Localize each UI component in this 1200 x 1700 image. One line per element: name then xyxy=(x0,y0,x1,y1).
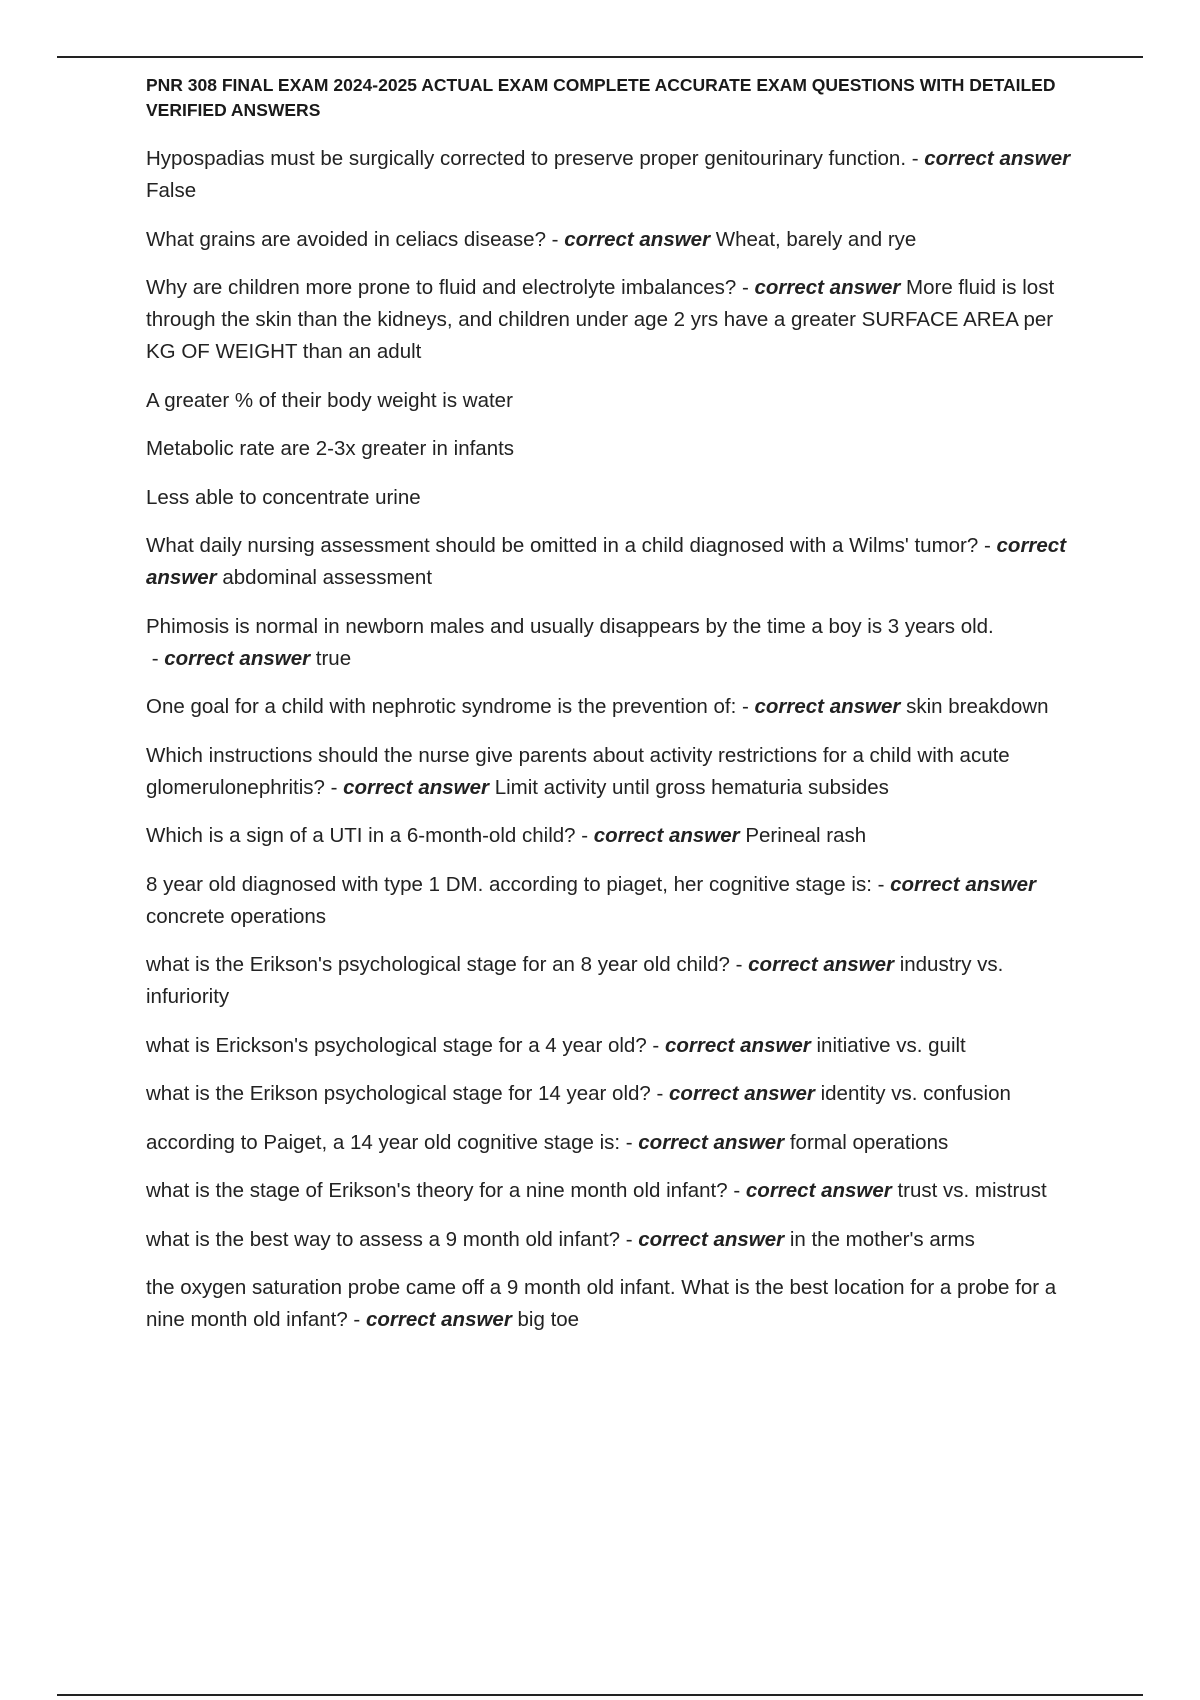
question-text: according to Paiget, a 14 year old cognitive stage is: xyxy=(146,1130,621,1154)
answer-text: Wheat, barely and rye xyxy=(715,227,917,251)
answer-label: correct answer xyxy=(638,1130,785,1154)
answer-text: big toe xyxy=(517,1308,580,1331)
qa-entry xyxy=(146,1272,1078,1336)
qa-entry xyxy=(146,1127,1078,1159)
note-line: Less able to concentrate urine xyxy=(146,485,421,509)
question-text: What daily nursing assessment should be omitted in a child diagnosed with a Wilms' tumor? xyxy=(146,534,979,557)
answer-label: correct answer xyxy=(146,534,1067,589)
question-text: what is the stage of Erikson's theory for a nine month old infant? xyxy=(146,1179,728,1202)
answer-label: correct answer xyxy=(669,1082,815,1105)
answer-text: in the mother's arms xyxy=(789,1227,975,1251)
separator: - xyxy=(978,534,997,557)
document-title: PNR 308 FINAL EXAM 2024-2025 ACTUAL EXAM COMPLETE ACCURATE EXAM QUESTIONS WITH DETAILED VERIFIED ANSWERS xyxy=(146,75,1056,120)
answer-text: Perineal rash xyxy=(745,824,867,847)
qa-entry xyxy=(146,820,1078,852)
separator: - xyxy=(736,695,755,718)
answer-label: correct answer xyxy=(754,695,901,718)
document-page xyxy=(146,73,1078,1353)
separator: - xyxy=(620,1227,639,1251)
question-text: what is the Erikson's psychological stage for an 8 year old child? xyxy=(146,953,730,976)
qa-entry xyxy=(146,224,1078,256)
question-text: the oxygen saturation probe came off a 9 month old infant. What is the best location for a probe for a nine month old infant? xyxy=(146,1276,1057,1331)
separator: - xyxy=(871,872,891,896)
answer-text: true xyxy=(315,646,352,670)
answer-text: industry vs. infuriority xyxy=(146,953,1004,1008)
answer-label: correct answer xyxy=(564,227,711,251)
answer-text: Limit activity until gross hematuria subsides xyxy=(494,775,889,799)
answer-label: correct answer xyxy=(343,775,489,799)
separator: - xyxy=(729,953,749,976)
answer-text: concrete operations xyxy=(146,904,327,928)
answer-text: abdominal assessment xyxy=(222,566,433,589)
answer-label: correct answer xyxy=(748,953,894,976)
separator: - xyxy=(146,646,165,670)
separator: - xyxy=(620,1130,639,1154)
answer-text: identity vs. confusion xyxy=(820,1082,1011,1105)
question-text: One goal for a child with nephrotic syndrome is the prevention of: xyxy=(146,695,737,718)
separator: - xyxy=(575,824,594,847)
answer-text: trust vs. mistrust xyxy=(897,1179,1047,1202)
note-line: Metabolic rate are 2-3x greater in infants xyxy=(146,437,515,460)
separator: - xyxy=(646,1033,665,1057)
answer-text: More fluid is lost through the skin than the kidneys, and children under age 2 yrs have a greater SURFACE AREA per KG OF WEIGHT than an adult xyxy=(146,276,1055,363)
answer-text: formal operations xyxy=(789,1130,949,1154)
answer-label: correct answer xyxy=(638,1227,785,1251)
answer-label: correct answer xyxy=(664,1033,811,1057)
bottom-divider xyxy=(57,1694,1143,1696)
answer-label: correct answer xyxy=(593,824,740,847)
question-text: Phimosis is normal in newborn males and usually disappears by the time a boy is 3 years old. xyxy=(146,614,994,638)
qa-entry xyxy=(146,1175,1078,1207)
qa-entry xyxy=(146,949,1078,1013)
question-text: Which is a sign of a UTI in a 6-month-old child? xyxy=(146,824,576,847)
note-line: A greater % of their body weight is water xyxy=(146,388,513,412)
qa-entry xyxy=(146,530,1078,594)
qa-entry xyxy=(146,1078,1078,1110)
separator: - xyxy=(736,276,755,299)
qa-entry xyxy=(146,1030,1078,1062)
separator: - xyxy=(727,1179,746,1202)
question-text: what is the best way to assess a 9 month old infant? xyxy=(146,1227,621,1251)
answer-text: False xyxy=(146,179,197,202)
question-text: Hypospadias must be surgically corrected to preserve proper genitourinary function. xyxy=(146,147,907,170)
answer-label: correct answer xyxy=(365,1308,512,1331)
answer-label: correct answer xyxy=(890,872,1036,896)
answer-label: correct answer xyxy=(924,147,1071,170)
qa-entry xyxy=(146,740,1078,804)
question-text: Which instructions should the nurse give parents about activity restrictions for a child with acute glomerulonephritis? xyxy=(146,743,1010,799)
qa-entry xyxy=(146,869,1078,933)
separator: - xyxy=(906,147,925,170)
separator: - xyxy=(324,775,344,799)
question-text: what is Erickson's psychological stage for a 4 year old? xyxy=(146,1033,647,1057)
qa-entry xyxy=(146,143,1078,207)
qa-entry xyxy=(146,611,1078,675)
separator: - xyxy=(650,1082,670,1105)
qa-entry xyxy=(146,272,1078,368)
answer-label: correct answer xyxy=(164,646,311,670)
question-text: 8 year old diagnosed with type 1 DM. according to piaget, her cognitive stage is: xyxy=(146,872,872,896)
question-text: Why are children more prone to fluid and electrolyte imbalances? xyxy=(146,276,737,299)
question-text: what is the Erikson psychological stage for 14 year old? xyxy=(146,1082,651,1105)
answer-label: correct answer xyxy=(754,276,901,299)
answer-text: initiative vs. guilt xyxy=(816,1033,966,1057)
separator: - xyxy=(347,1308,366,1331)
top-divider xyxy=(57,56,1143,58)
question-text: What grains are avoided in celiacs disease? xyxy=(146,227,546,251)
qa-entry xyxy=(146,1224,1078,1256)
answer-text: skin breakdown xyxy=(906,695,1049,718)
qa-entry xyxy=(146,691,1078,723)
answer-label: correct answer xyxy=(745,1179,892,1202)
separator: - xyxy=(545,227,565,251)
